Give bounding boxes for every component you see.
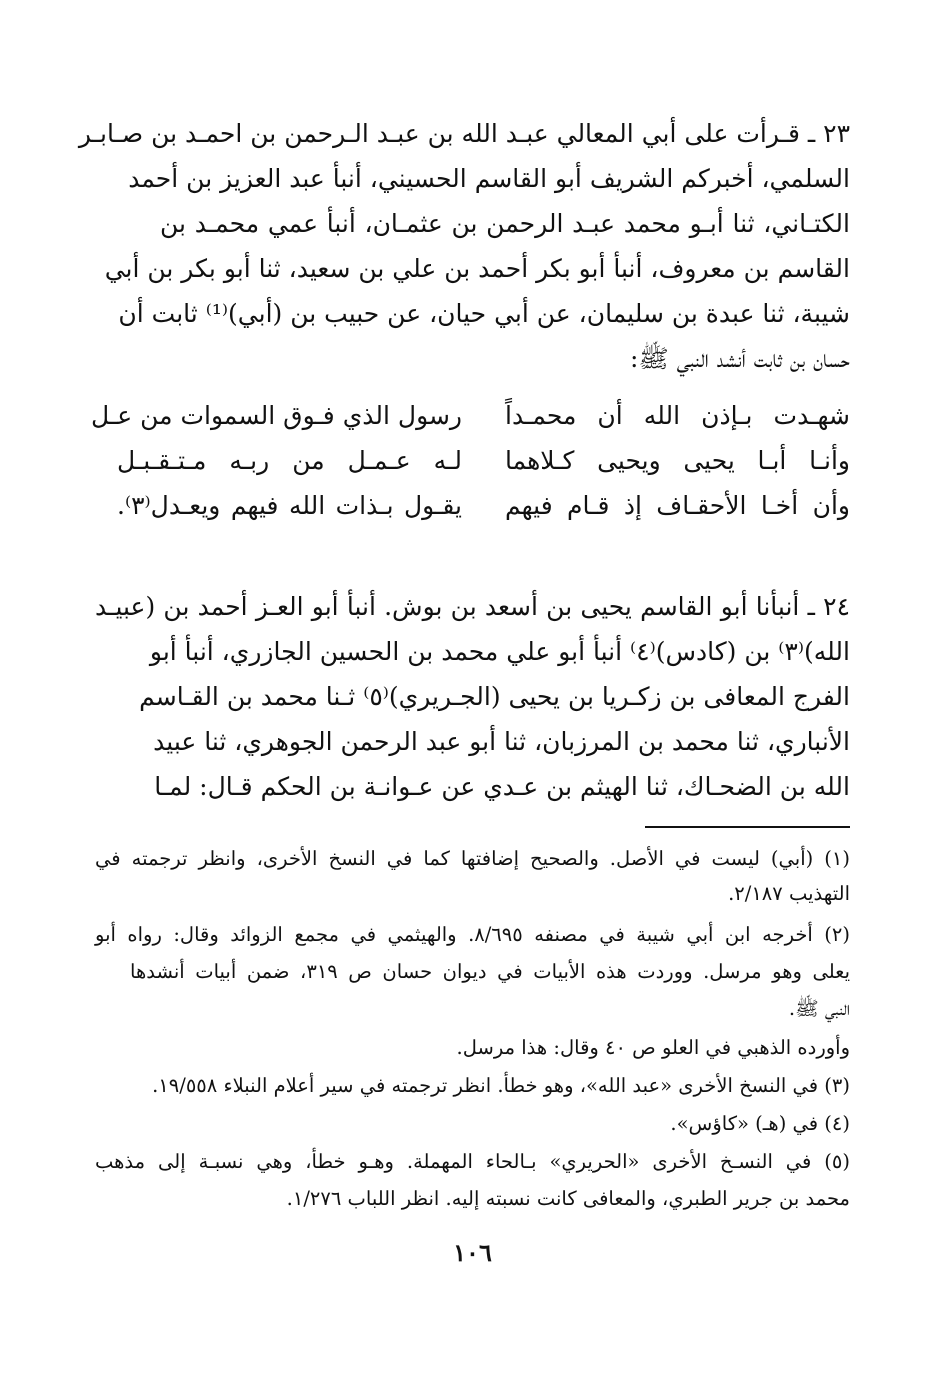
footnote-line: محمد بن جرير الطبري، والمعافى كانت نسبته إليه. انظر اللباب ١/٢٧٦.: [286, 1187, 850, 1210]
footnote-line: التهذيب ٢/١٨٧.: [728, 882, 850, 905]
entry-24-line: ٢٤ ـ أنبأنا أبو القاسم يحيى بن أسعد بن بوش. أنبأ أبو العـز أحمد بن (عبيـد: [95, 592, 850, 621]
verse-second-hemistich: لـه عـمـل من ربـه مـتـقـبـل: [117, 446, 462, 475]
entry-24-line: الأنباري، ثنا محمد بن المرزبان، ثنا أبو عبد الرحمن الجوهري، ثنا عبيد: [153, 727, 850, 756]
verse-first-hemistich: وأن أخـا الأحقـاف إذ قـام فيهم: [505, 491, 850, 520]
footnote-line: (٤) في (هـ) «كاؤس».: [670, 1112, 850, 1135]
poem: [91, 393, 850, 528]
verse-row: [95, 483, 850, 528]
footnote-line: (٣) في النسخ الأخرى «عبد الله»، وهو خطأ. انظر ترجمته في سير أعلام النبلاء ١٩/٥٥٨.: [152, 1074, 850, 1097]
footnote-line: (٢) أخرجه ابن أبي شيبة في مصنفه ٨/٦٩٥. والهيثمي في مجمع الزوائد وقال: رواه أبو: [95, 923, 850, 946]
entry-24-line: الله بن الضحـاك، ثنا الهيثم بن عـدي عن عـوانـة بن الحكم قـال: لمـا: [154, 772, 850, 801]
page-number: ١٠٦: [453, 1238, 492, 1267]
verse-first-hemistich: وأنـا أبـا يحيى ويحيى كـلاهما: [505, 446, 850, 475]
entry-23: [78, 112, 850, 382]
entry-23-line: القاسم بن معروف، أنبأ أبو بكر أحمد بن علي بن سعيد، ثنا أبو بكر بن أبي: [104, 254, 850, 283]
verse-row: [95, 438, 850, 483]
verse-second-hemistich: يقـول بـذات الله فيهم ويعـدل⁽٣⁾.: [117, 491, 462, 520]
footnote-line: (١) (أبي) ليست في الأصل. والصحيح إضافتها كما في النسخ الأخرى، وانظر ترجمته في: [95, 847, 850, 870]
entry-24-line: الله)⁽٣⁾ بن (كادس)⁽٤⁾ أنبأ أبو علي محمد بن الحسين الجازري، أنبأ أبو: [149, 637, 850, 666]
verse-row: [91, 393, 850, 438]
footnote-separator: [645, 826, 850, 828]
footnote-line: وأورده الذهبي في العلو ص ٤٠ وقال: هذا مرسل.: [456, 1036, 850, 1059]
footnote-line: النبي ﷺ.: [788, 997, 850, 1020]
verse-second-hemistich: رسول الذي فـوق السموات من عـل: [91, 401, 462, 430]
entry-23-line: السلمي، أخبركم الشريف أبو القاسم الحسيني، أنبأ عبد العزيز بن أحمد: [128, 164, 850, 193]
entry-23-line: الكتـاني، ثنا أبـو محمد عبـد الرحمن بن عثمـان، أنبأ عمي محمـد بن: [160, 209, 850, 238]
entry-23-line: شيبة، ثنا عبدة بن سليمان، عن أبي حيان، عن حبيب بن (أبي)⁽¹⁾ ثابت أن: [118, 299, 850, 328]
entry-24-line: الفرج المعافى بن زكـريا بن يحيى (الجـريري)⁽٥⁾ ثـنا محمد بن القـاسم: [139, 682, 850, 711]
footnote-line: يعلى وهو مرسل. ووردت هذه الأبيات في ديوان حسان ص ٣١٩، ضمن أبيات أنشدها: [130, 960, 850, 983]
entry-24: [95, 585, 850, 810]
entry-23-line: حسان بن ثابت أنشد النبي ﷺ:: [630, 344, 850, 373]
footnote-line: (٥) في النسـخ الأخرى «الحريري» بـالحاء المهملة. وهـو خطأ، وهي نسبـة إلى مذهب: [95, 1150, 850, 1173]
verse-first-hemistich: شهـدت بـإذن الله أن محمـداً: [505, 401, 850, 430]
entry-23-line: ٢٣ ـ قـرأت على أبي المعالي عبـد الله بن عبـد الـرحمن بن احمـد بن صـابـر: [78, 119, 850, 148]
